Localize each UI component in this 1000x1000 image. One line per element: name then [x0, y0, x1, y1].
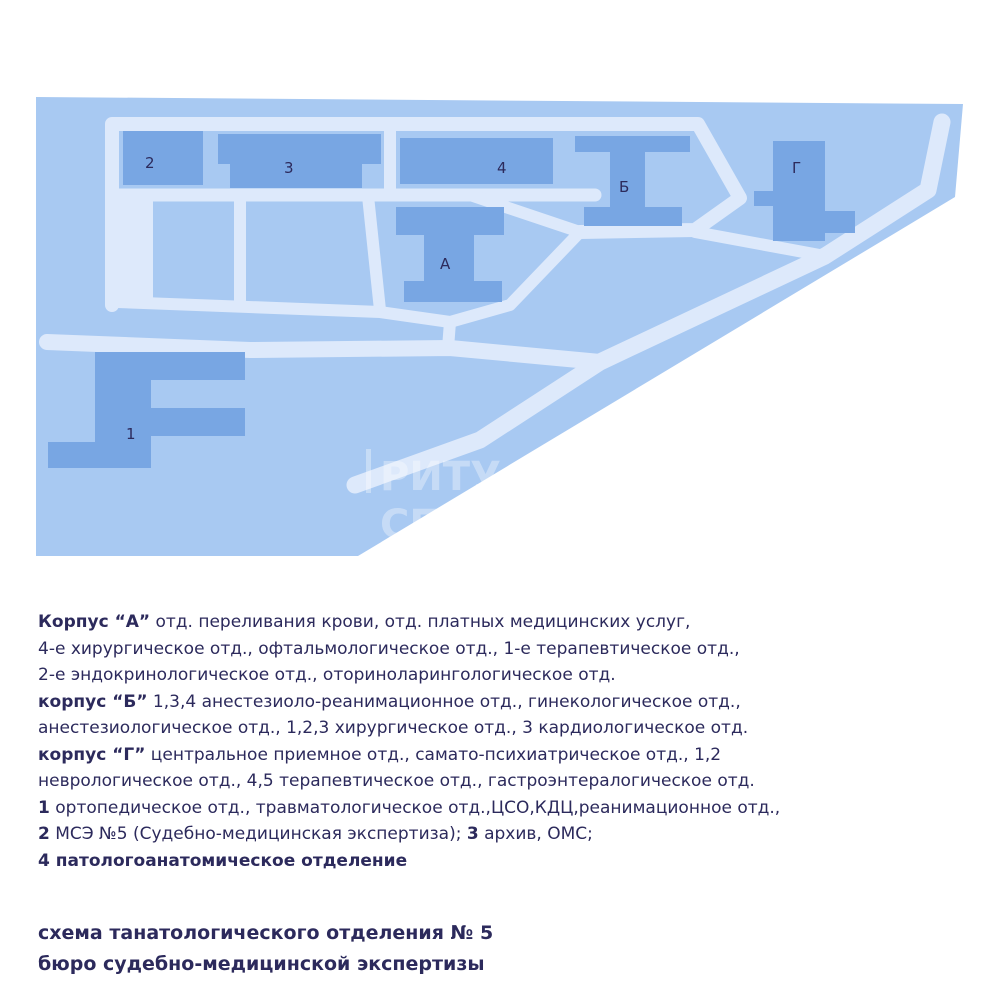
legend-line-7: неврологическое отд., 4,5 терапевтическое отд., гастроэнтералогическое отд. — [38, 771, 755, 791]
legend-line-2: 4-е хирургическое отд., офтальмологическое отд., 1-е терапевтическое отд., — [38, 638, 740, 659]
korpus-b-text: 1,3,4 анестезиоло-реанимационное отд., гинекологическое отд., — [147, 691, 741, 712]
building-3 — [218, 134, 381, 188]
legend-line-4 — [38, 689, 978, 716]
building-2-label: 2 — [145, 154, 155, 172]
legend-line-3: 2-е эндокринологическое отд., оториноларингологическое отд. — [38, 665, 616, 685]
caption-line-2: бюро судебно-медицинской экспертизы — [38, 953, 485, 975]
item-1-number: 1 — [38, 797, 50, 818]
item-2-number: 2 — [38, 824, 50, 844]
watermark-line1: РИТУ — [380, 454, 501, 500]
building-1-label: 1 — [126, 425, 136, 443]
building-b-label: Б — [619, 178, 630, 196]
item-1-text: ортопедическое отд., травматологическое отд.,ЦСО,КДЦ,реанимационное отд., — [49, 797, 781, 818]
building-4 — [400, 138, 553, 184]
item-2-text: МСЭ №5 (Судебно-медицинская экспертиза); — [49, 824, 467, 844]
building-g-label: Г — [792, 159, 802, 177]
legend-line-5: анестезиологическое отд., 1,2,3 хирургическое отд., 3 кардиологическое отд. — [38, 718, 749, 738]
building-a-label: А — [440, 255, 451, 273]
item-4-text: 4 патологоанатомическое отделение — [38, 850, 408, 871]
legend-line-6 — [38, 742, 978, 769]
road-left-plaza — [105, 190, 153, 305]
caption-line-1: схема танатологического отделения № 5 — [38, 922, 494, 944]
map-caption — [38, 918, 738, 980]
legend-line-8 — [38, 795, 978, 822]
item-3-number: 3 — [466, 824, 479, 844]
legend-line-1 — [38, 609, 978, 636]
building-3-label: 3 — [284, 159, 294, 177]
legend-line-9 — [38, 821, 978, 848]
korpus-g-text: центральное приемное отд., самато-психиатрическое отд., 1,2 — [145, 744, 722, 765]
korpus-a-title: Корпус “А” — [38, 612, 151, 632]
watermark — [366, 449, 501, 548]
building-2 — [123, 131, 203, 185]
korpus-a-text: отд. переливания крови, отд. платных медицинских услуг, — [150, 612, 691, 632]
watermark-line2: СП — [380, 502, 443, 548]
korpus-g-title: корпус “Г” — [38, 744, 146, 765]
building-4-label: 4 — [497, 159, 507, 177]
legend-line-10 — [38, 848, 978, 875]
item-3-text: архив, ОМС; — [478, 824, 593, 844]
map-legend — [38, 609, 978, 874]
korpus-b-title: корпус “Б” — [38, 691, 148, 712]
